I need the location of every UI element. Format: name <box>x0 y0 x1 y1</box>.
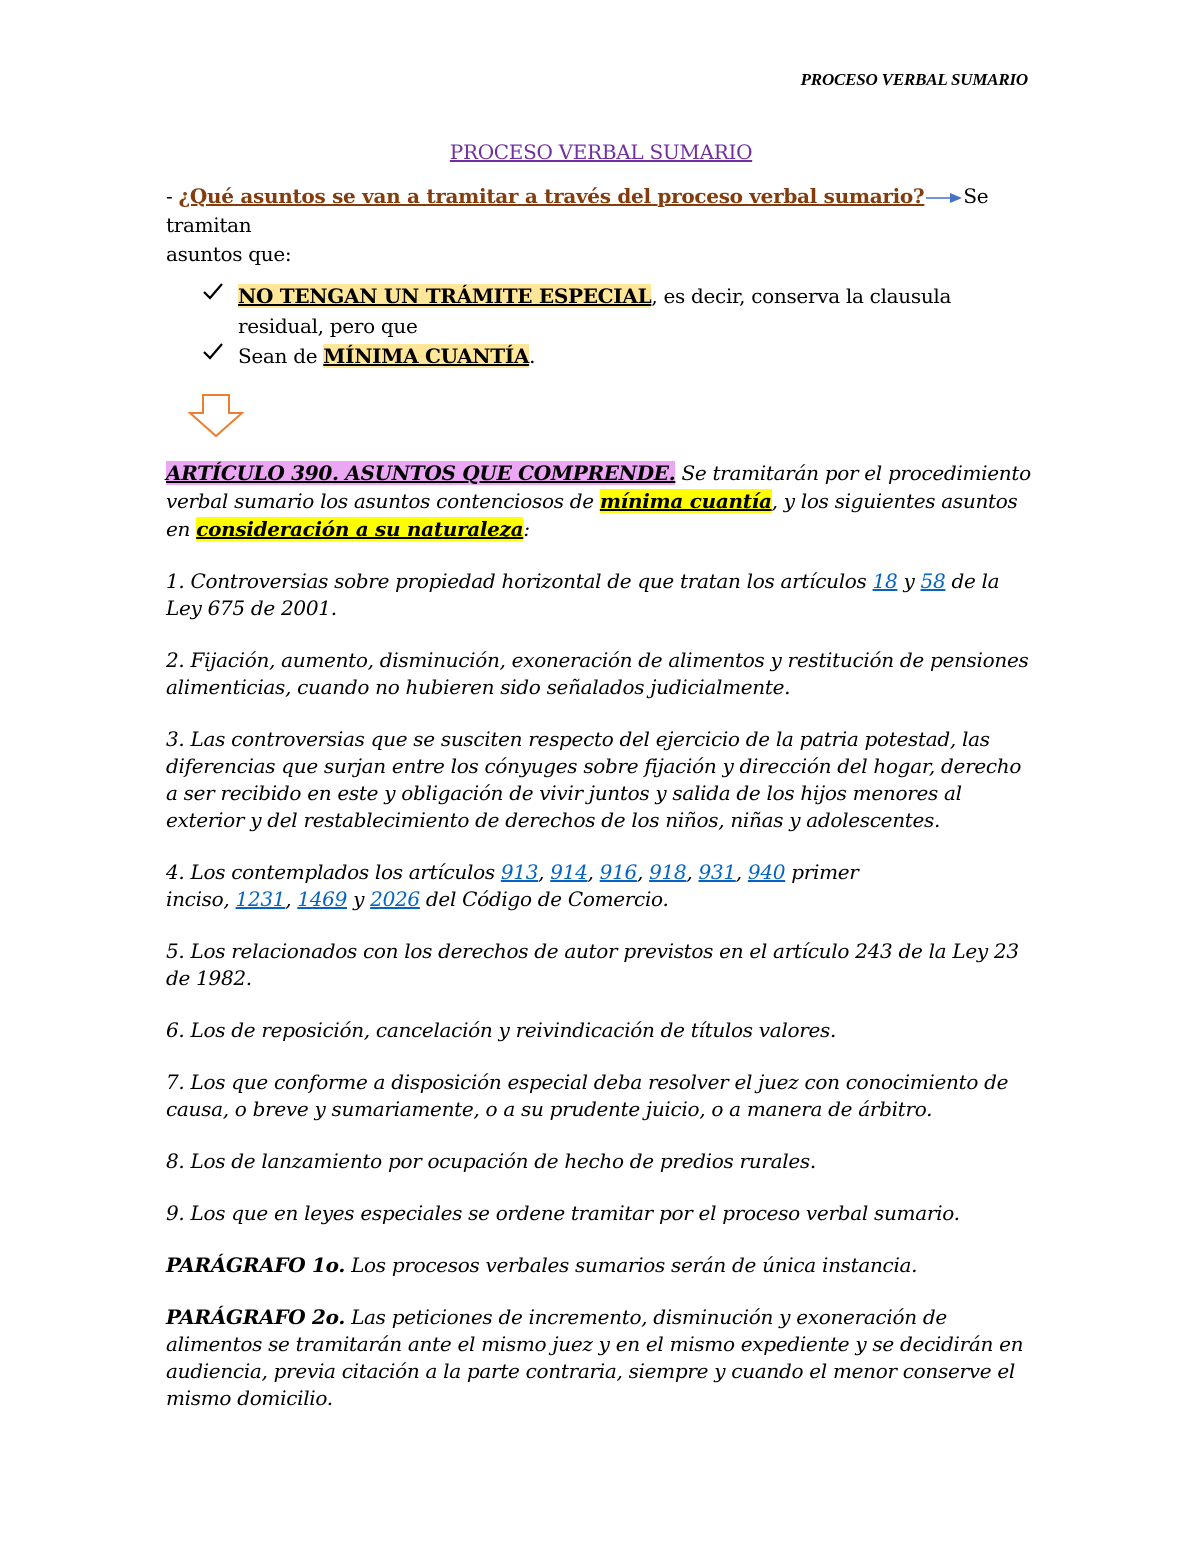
check-icon <box>202 281 224 301</box>
article-item-8: 8. Los de lanzamiento por ocupación de hecho de predios rurales. <box>166 1149 816 1173</box>
paragrafo-2 <box>166 1304 1036 1412</box>
article-item-2: 2. Fijación, aumento, disminución, exoneración de alimentos y restitución de pensiones alimenticias, cuando no hubieren sido señalados judicialmente. <box>166 648 1029 699</box>
item-text: del Código de Comercio. <box>419 887 669 911</box>
separator: , <box>735 860 748 884</box>
link-article-940[interactable]: 940 <box>747 860 786 884</box>
link-article-2026[interactable]: 2026 <box>370 887 420 911</box>
article-highlight-naturaleza: consideración a su naturaleza <box>196 517 524 541</box>
article-item-6: 6. Los de reposición, cancelación y reivindicación de títulos valores. <box>166 1018 837 1042</box>
article-text: , y los siguientes asuntos en <box>166 489 1018 541</box>
link-article-1231[interactable]: 1231 <box>235 887 286 911</box>
paragrafo-text: Los procesos verbales sumarios serán de única instancia. <box>345 1253 918 1277</box>
requirement-highlight: NO TENGAN UN TRÁMITE ESPECIAL <box>238 284 652 308</box>
requirement-text: Sean de <box>238 344 324 368</box>
link-article-914[interactable]: 914 <box>550 860 588 884</box>
arrow-right-icon <box>926 192 962 204</box>
check-icon <box>202 341 224 361</box>
intro-paragraph <box>166 182 1036 269</box>
requirements-list <box>166 281 1036 371</box>
paragrafo-label: PARÁGRAFO 1o. <box>166 1253 346 1277</box>
article-item-7: 7. Los que conforme a disposición especial deba resolver el juez con conocimiento de causa, o breve y sumariamente, o a su prudente juicio, o a manera de árbitro. <box>166 1070 1009 1121</box>
article-text: Se tramitarán por el procedimiento verbal sumario los asuntos contenciosos de <box>166 461 1031 513</box>
link-article-18[interactable]: 18 <box>872 569 898 593</box>
item-text: de la Ley 675 de 2001. <box>166 569 1000 620</box>
link-article-931[interactable]: 931 <box>698 860 736 884</box>
link-article-916[interactable]: 916 <box>599 860 637 884</box>
paragrafo-text: Las peticiones de incremento, disminución y exoneración de alimentos se tramitarán ante el mismo juez y en el mismo expediente y se decidirán en audiencia, previa citación a la parte contraria, siempre y cuando el menor conserve el mismo domicilio. <box>166 1305 1024 1410</box>
separator: , <box>686 860 699 884</box>
item-text: primer <box>785 860 859 884</box>
requirement-text: , es decir, conserva la clausula residual, pero que <box>238 284 952 338</box>
item-text: 1. Controversias sobre propiedad horizontal de que tratan los artículos <box>166 569 873 593</box>
intro-question: ¿Qué asuntos se van a tramitar a través del proceso verbal sumario? <box>178 184 925 208</box>
separator: , <box>587 860 600 884</box>
link-article-913[interactable]: 913 <box>500 860 539 884</box>
separator: , <box>285 887 298 911</box>
arrow-down-icon <box>186 393 246 439</box>
article-highlight-cuantia: mínima cuantía <box>599 489 772 513</box>
list-item <box>238 341 1036 371</box>
intro-answer-rest: asuntos que: <box>166 242 292 266</box>
intro-dash: - <box>166 184 179 208</box>
separator: , <box>636 860 650 884</box>
article-title: ARTÍCULO 390. ASUNTOS QUE COMPRENDE. <box>166 461 676 485</box>
article-item-3: 3. Las controversias que se susciten respecto del ejercicio de la patria potestad, las diferencias que surjan entre los cónyuges sobre fijación y dirección del hogar, derecho a ser recibido en este y obligación de vivir juntos y salida de los hijos menores al exterior y del restablecimiento de derechos de los niños, niñas y adolescentes. <box>166 727 1022 832</box>
article-item-5: 5. Los relacionados con los derechos de autor previstos en el artículo 243 de la Ley 23 de 1982. <box>166 939 1019 990</box>
item-text: y <box>897 569 921 593</box>
separator: , <box>538 860 551 884</box>
link-article-1469[interactable]: 1469 <box>297 887 348 911</box>
requirement-end: . <box>529 344 536 368</box>
item-text: 4. Los contemplados los artículos <box>166 860 501 884</box>
requirement-highlight: MÍNIMA CUANTÍA <box>323 344 530 368</box>
article-item-4 <box>166 859 1036 913</box>
article-item-9: 9. Los que en leyes especiales se ordene tramitar por el proceso verbal sumario. <box>166 1201 960 1225</box>
article-text-end: : <box>523 517 530 541</box>
link-article-58[interactable]: 58 <box>920 569 946 593</box>
running-header: PROCESO VERBAL SUMARIO <box>800 70 1028 89</box>
item-text: inciso, <box>166 887 236 911</box>
article-paragraph <box>166 459 1036 543</box>
intro-answer-start: Se tramitan <box>166 184 989 237</box>
document-body <box>166 140 1036 1412</box>
page-title: PROCESO VERBAL SUMARIO <box>449 140 753 164</box>
article-item-1 <box>166 568 1036 622</box>
item-text: y <box>347 887 371 911</box>
link-article-918[interactable]: 918 <box>649 860 687 884</box>
paragrafo-1 <box>166 1252 1036 1279</box>
paragrafo-label: PARÁGRAFO 2o. <box>166 1305 346 1329</box>
list-item <box>238 281 1036 341</box>
